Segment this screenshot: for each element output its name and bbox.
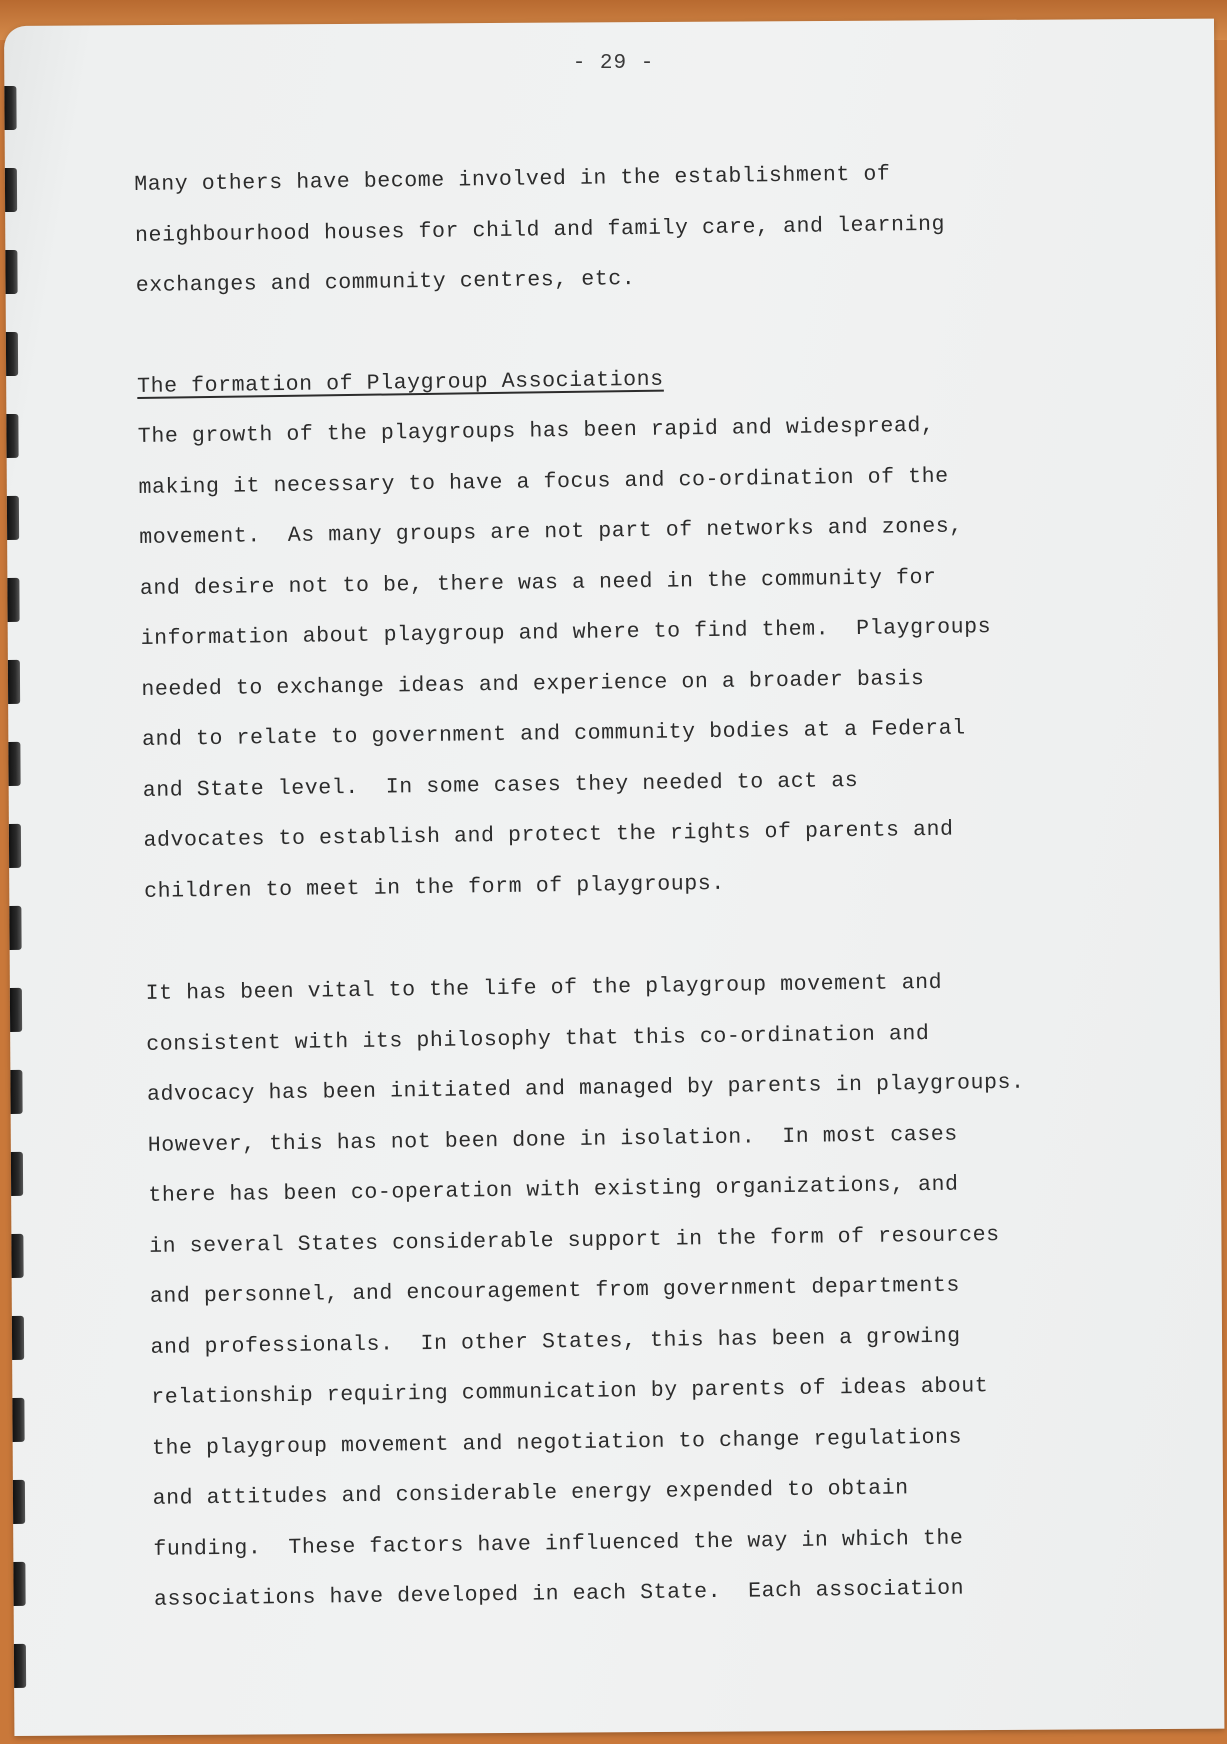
- text-line: information about playgroup and where to find them. Playgroups: [140, 615, 992, 651]
- binding-ring: [10, 1070, 22, 1114]
- binding-ring: [6, 414, 18, 458]
- text-line: needed to exchange ideas and experience on a broader basis: [141, 666, 925, 702]
- text-line: relationship requiring communication by parents of ideas about: [151, 1374, 989, 1410]
- binding-ring: [12, 1316, 24, 1360]
- text-line: and professionals. In other States, this has been a growing: [150, 1324, 961, 1360]
- text-line: advocates to establish and protect the rights of parents and: [143, 817, 954, 853]
- text-line: in several States considerable support in the form of resources: [149, 1222, 1000, 1259]
- text-line: movement. As many groups are not part of networks and zones,: [139, 514, 964, 550]
- text-line: However, this has not been done in isolation. In most cases: [147, 1122, 958, 1158]
- text-line: and personnel, and encouragement from government departments: [149, 1273, 961, 1309]
- binding-ring: [9, 824, 21, 868]
- binding-ring: [13, 1562, 25, 1606]
- text-line: and State level. In some cases they needed to act as: [142, 768, 859, 803]
- text-line: The growth of the playgroups has been rapid and widespread,: [137, 413, 935, 449]
- binding-ring: [7, 578, 19, 622]
- binding-ring: [14, 1644, 26, 1688]
- text-line: the playgroup movement and negotiation to change regulations: [151, 1425, 963, 1461]
- heading-text: The formation of Playgroup Associations: [136, 367, 664, 399]
- page-number: - 29 -: [572, 52, 655, 75]
- text-line: and attitudes and considerable energy expended to obtain: [152, 1476, 909, 1511]
- text-line: consistent with its philosophy that this co-ordination and: [146, 1021, 930, 1057]
- text-line: neighbourhood houses for child and family care, and learning: [134, 212, 946, 248]
- text-line: there has been co-operation with existing organizations, and: [148, 1172, 959, 1208]
- text-line: and to relate to government and community bodies at a Federal: [141, 716, 966, 752]
- binding-ring: [10, 988, 22, 1032]
- spiral-binding: [4, 86, 30, 1726]
- binding-ring: [5, 250, 17, 294]
- text-line: exchanges and community centres, etc.: [135, 267, 636, 298]
- binding-ring: [8, 742, 20, 786]
- binding-ring: [6, 332, 18, 376]
- document-body: [134, 146, 1164, 1625]
- binding-ring: [13, 1480, 25, 1524]
- text-line: funding. These factors have influenced the way in which the: [153, 1526, 964, 1562]
- binding-ring: [4, 86, 16, 130]
- binding-ring: [11, 1152, 23, 1196]
- binding-ring: [5, 168, 17, 212]
- paragraph-2: [138, 398, 1155, 917]
- text-line: advocacy has been initiated and managed by parents in playgroups.: [146, 1070, 1025, 1107]
- text-line: associations have developed in each State. Each association: [153, 1576, 965, 1612]
- binding-ring: [9, 906, 21, 950]
- binding-ring: [12, 1398, 24, 1442]
- binding-ring: [7, 496, 19, 540]
- paragraph-3: [145, 955, 1164, 1626]
- binding-ring: [11, 1234, 23, 1278]
- paragraph-1: [134, 146, 1146, 312]
- text-line: Many others have become involved in the establishment of: [134, 162, 891, 197]
- text-line: and desire not to be, there was a need in the community for: [139, 565, 937, 601]
- binding-ring: [8, 660, 20, 704]
- text-line: making it necessary to have a focus and co-ordination of the: [138, 464, 949, 500]
- text-line: It has been vital to the life of the playgroup movement and: [145, 970, 943, 1006]
- text-line: children to meet in the form of playgroups.: [144, 871, 725, 904]
